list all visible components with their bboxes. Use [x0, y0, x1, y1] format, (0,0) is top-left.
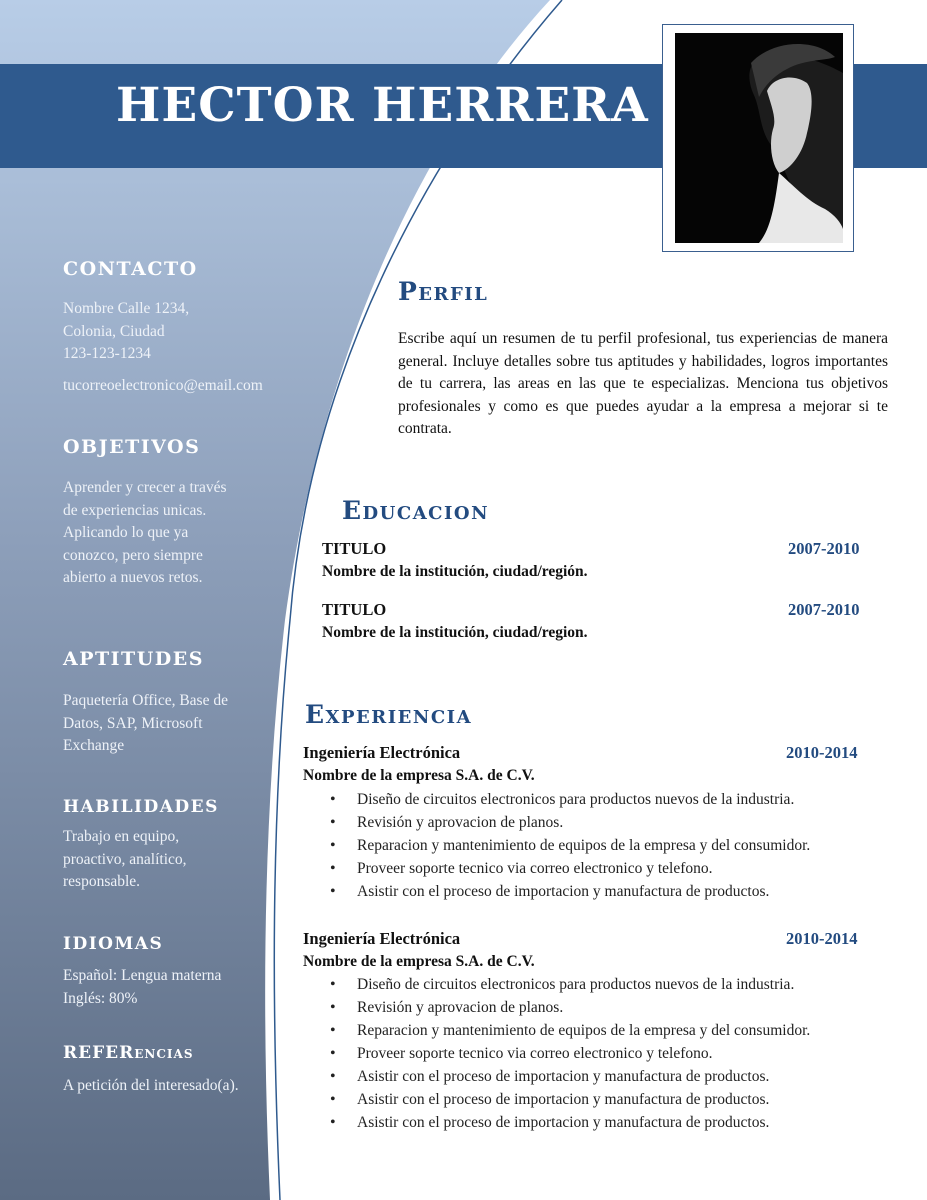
- education-dates: 2007-2010: [788, 539, 860, 558]
- education-institution: Nombre de la institución, ciudad/región.: [322, 563, 588, 580]
- habilidades-line: Trabajo en equipo,: [63, 828, 180, 845]
- job-company: Nombre de la empresa S.A. de C.V.: [303, 767, 535, 784]
- list-item: • Asistir con el proceso de importacion y manufactura de productos.: [330, 1065, 810, 1088]
- job-position: Ingeniería Electrónica: [303, 929, 461, 948]
- objetivos-heading: OBJETIVOS: [63, 436, 201, 458]
- address-line-1: Nombre Calle 1234,: [63, 300, 190, 317]
- list-item: • Reparacion y mantenimiento de equipos de la empresa y del consumidor.: [330, 1019, 810, 1042]
- job-dates: 2010-2014: [786, 743, 858, 762]
- perfil-heading: Perfil: [398, 277, 489, 306]
- referencias-text: [63, 1075, 239, 1098]
- aptitudes-line: Datos, SAP, Microsoft: [63, 714, 203, 732]
- list-item: • Revisión y aprovacion de planos.: [330, 996, 810, 1019]
- address-line-2: Colonia, Ciudad: [63, 322, 165, 340]
- habilidades-text: [63, 826, 187, 894]
- candidate-name: HECTOR HERRERA: [116, 78, 649, 133]
- list-item: • Reparacion y mantenimiento de equipos de la empresa y del consumidor.: [330, 834, 810, 857]
- objetivos-line: de experiencias unicas.: [63, 501, 207, 519]
- habilidades-heading: HABILIDADES: [63, 797, 219, 817]
- job-bullets: [330, 973, 810, 1134]
- objetivos-text: [63, 477, 227, 590]
- habilidades-line: proactivo, analítico,: [63, 850, 187, 868]
- job-position: Ingeniería Electrónica: [303, 743, 461, 762]
- list-item: • Proveer soporte tecnico via correo electronico y telefono.: [330, 857, 810, 880]
- educacion-heading: Educacion: [342, 496, 490, 525]
- list-item: • Diseño de circuitos electronicos para productos nuevos de la industria.: [330, 788, 810, 811]
- contacto-block: [63, 298, 263, 397]
- idiomas-line: Español: Lengua materna: [63, 967, 222, 984]
- education-title: TITULO: [322, 539, 387, 558]
- aptitudes-line: Exchange: [63, 737, 125, 754]
- job-company: Nombre de la empresa S.A. de C.V.: [303, 953, 535, 970]
- experiencia-heading: Experiencia: [305, 700, 473, 729]
- objetivos-line: Aprender y crecer a través: [63, 479, 227, 496]
- objetivos-line: conozco, pero siempre: [63, 546, 203, 564]
- profile-photo: [675, 33, 843, 243]
- list-item: • Asistir con el proceso de importacion y manufactura de productos.: [330, 1088, 810, 1111]
- phone: 123-123-1234: [63, 345, 151, 362]
- education-dates: 2007-2010: [788, 600, 860, 619]
- email: tucorreoelectronico@email.com: [63, 376, 263, 394]
- education-title: TITULO: [322, 600, 387, 619]
- job-bullets: [330, 788, 810, 903]
- aptitudes-line: Paquetería Office, Base de: [63, 692, 228, 709]
- habilidades-line: responsable.: [63, 873, 141, 890]
- referencias-heading: REFERencias: [63, 1043, 194, 1063]
- job-dates: 2010-2014: [786, 929, 858, 948]
- list-item: • Asistir con el proceso de importacion y manufactura de productos.: [330, 880, 810, 903]
- objetivos-line: Aplicando lo que ya: [63, 524, 189, 541]
- idiomas-text: [63, 965, 221, 1010]
- aptitudes-heading: APTITUDES: [63, 648, 204, 670]
- referencias-line: A petición del interesado(a).: [63, 1077, 239, 1094]
- profile-photo-frame: [662, 24, 854, 252]
- list-item: • Asistir con el proceso de importacion y manufactura de productos.: [330, 1111, 810, 1134]
- perfil-text: Escribe aquí un resumen de tu perfil profesional, tus experiencias de manera general. Incluye detalles sobre tus aptitudes y habilidades, logros importantes de tu carrera, las areas en las que te especializas. Menciona tus objetivos profesionales y como es que puedes ayudar a la empresa a mejorar si te contrata.: [398, 330, 888, 437]
- list-item: • Proveer soporte tecnico via correo electronico y telefono.: [330, 1042, 810, 1065]
- list-item: • Diseño de circuitos electronicos para productos nuevos de la industria.: [330, 973, 810, 996]
- objetivos-line: abierto a nuevos retos.: [63, 569, 203, 586]
- aptitudes-text: [63, 690, 228, 758]
- idiomas-heading: IDIOMAS: [63, 934, 164, 954]
- idiomas-line: Inglés: 80%: [63, 989, 138, 1007]
- list-item: • Revisión y aprovacion de planos.: [330, 811, 810, 834]
- contacto-heading: CONTACTO: [63, 258, 198, 280]
- education-institution: Nombre de la institución, ciudad/region.: [322, 624, 588, 641]
